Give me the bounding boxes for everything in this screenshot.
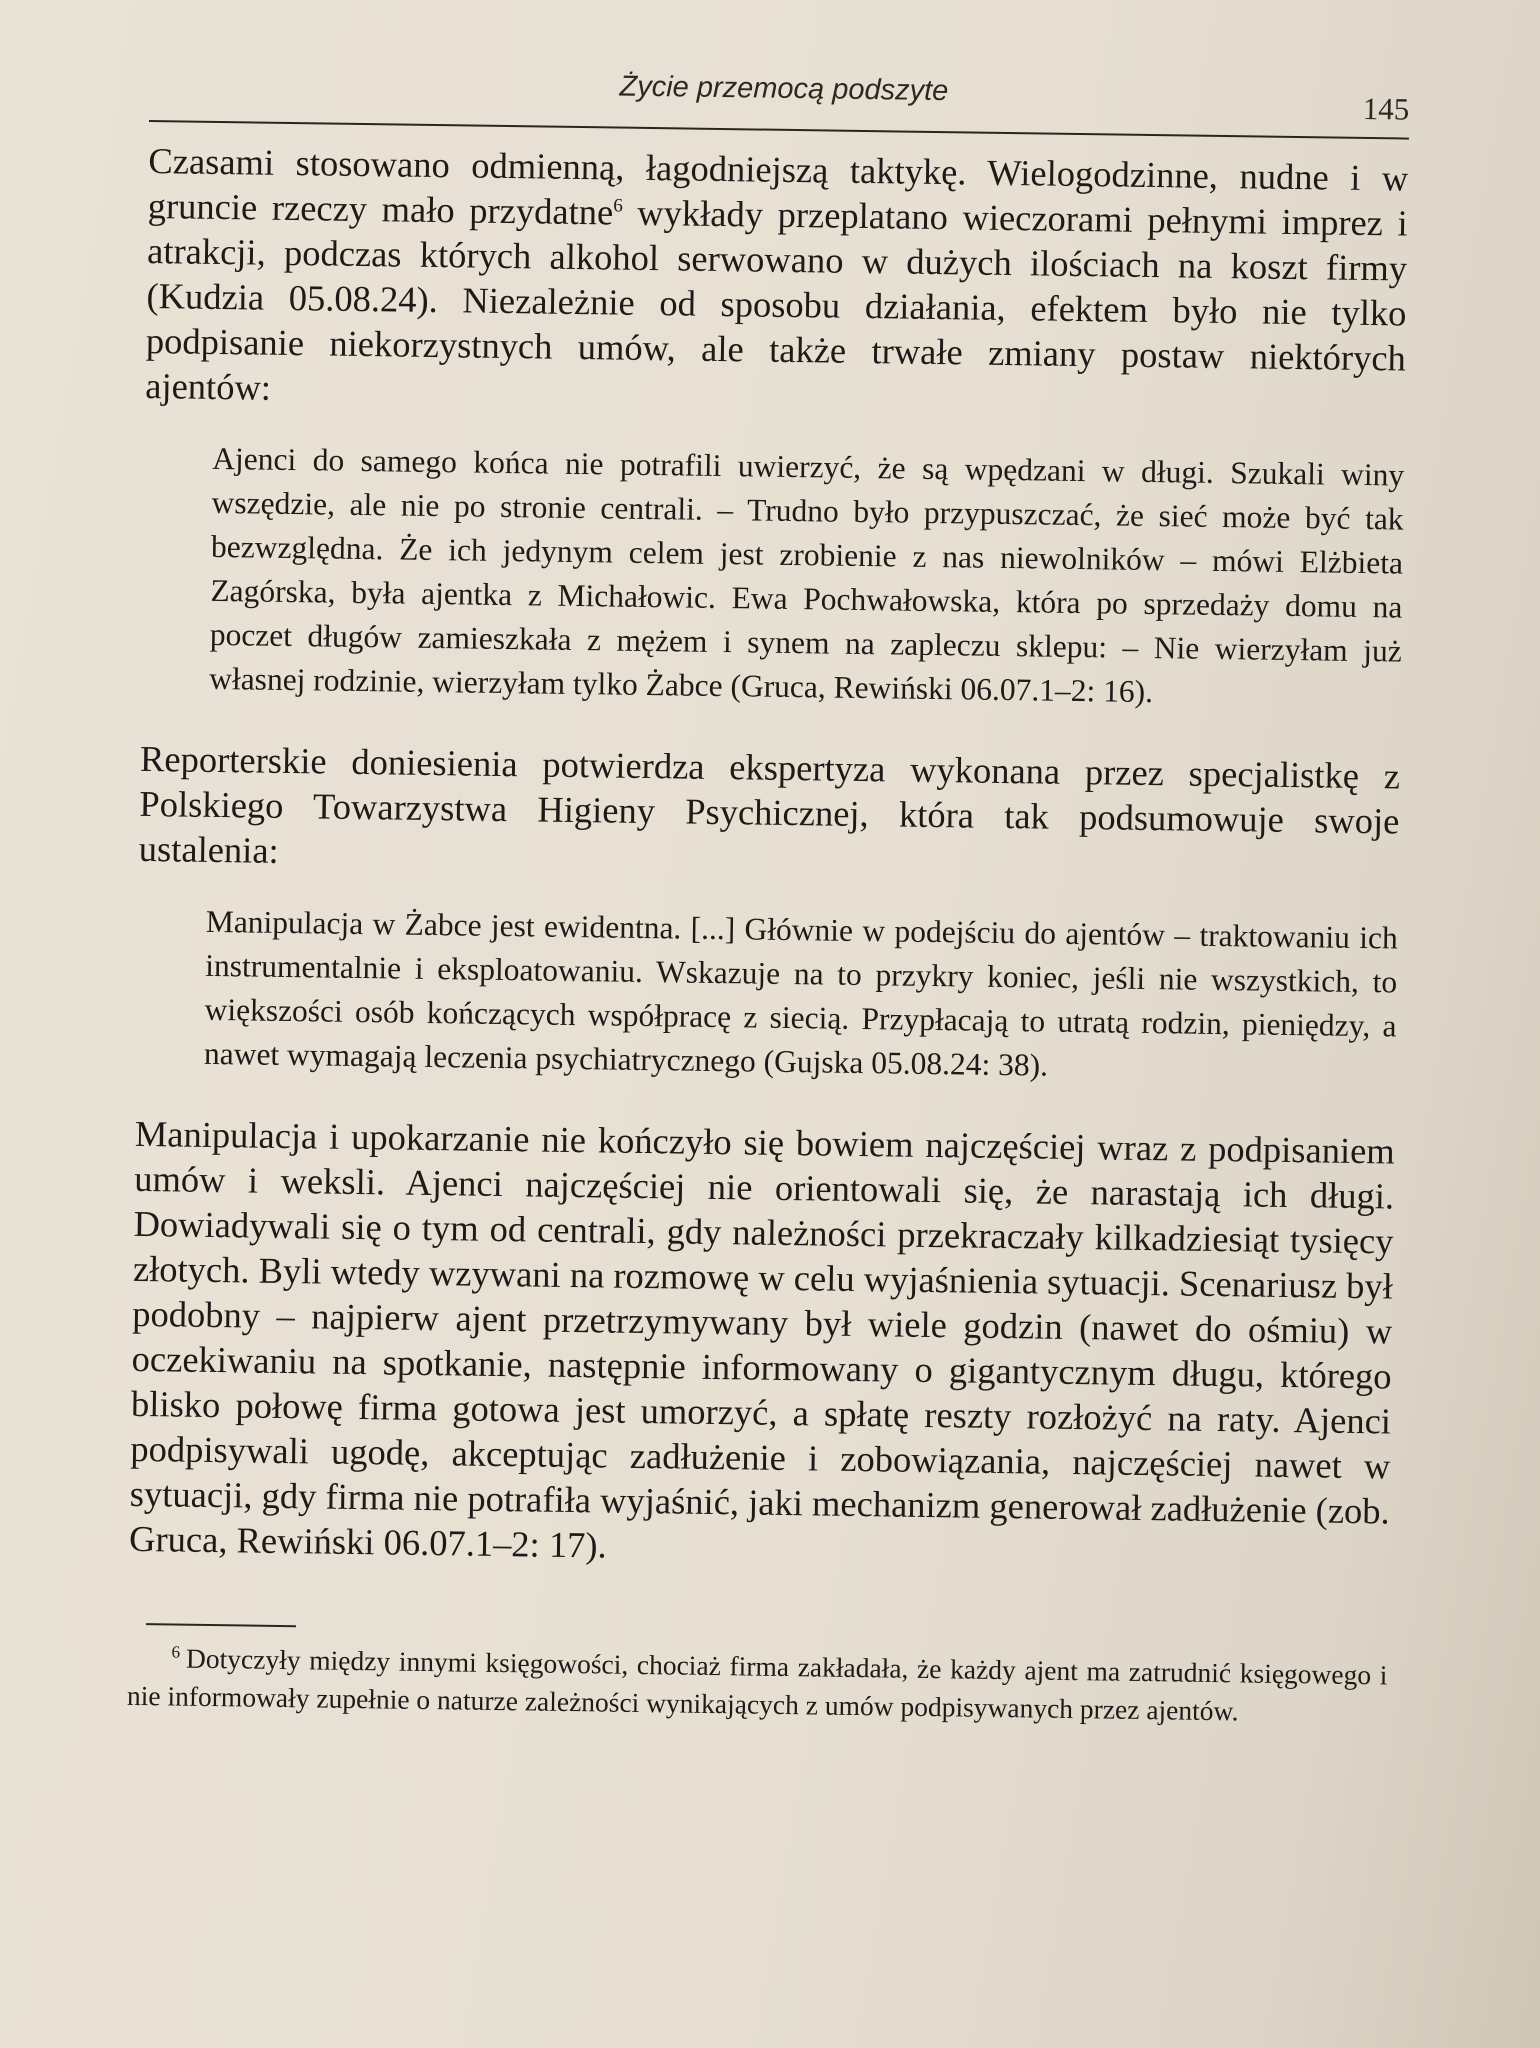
footnote-reference: 6 <box>613 195 623 217</box>
footnote-text: Dotyczyły między innymi księgowości, chociaż firma zakładała, że każdy ajent ma zatrudnić księgowego i nie informowały zupełnie o naturze zależności wynikających z umów podpisywanych przez ajentów. <box>126 1642 1388 1727</box>
running-header <box>149 50 1410 140</box>
footnote-divider <box>146 1623 296 1627</box>
running-title: Życie przemocą podszyte <box>619 70 949 108</box>
block-quote-1: Ajenci do samego końca nie potrafili uwierzyć, że są wpędzani w długi. Szukali winy wszędzie, ale nie po stronie centrali. – Trudno było przypuszczać, że sieć może być tak bezwzględna. Że ich jedynym celem jest zrobienie z nas niewolników – mówi Elżbieta Zagórska, była ajentka z Michałowic. Ewa Pochwałowska, która po sprzedaży domu na poczet długów zamieszkała z mężem i synem na zapleczu sklepu: – Nie wierzyłam już własnej rodzinie, wierzyłam tylko Żabce (Gruca, Rewiński 06.07.1–2: 16). <box>208 440 1405 710</box>
page-content <box>127 50 1410 1732</box>
page-number: 145 <box>1362 90 1410 127</box>
paragraph-1-text-a: Czasami stosowano odmienną, łagodniejszą taktykę. Wielogodzinne, nudne i w gruncie rzeczy mało przydatne <box>147 139 1409 233</box>
block-quote-2: Manipulacja w Żabce jest ewidentna. [...] Głównie w podejściu do ajentów – traktowaniu ich instrumentalnie i eksploatowaniu. Wskazuje na to przykry koniec, jeśli nie wszystkich, to większości osób kończących współpracę z siecią. Przypłacają to utratą rodzin, pieniędzy, a nawet wymagają leczenia psychiatrycznego (Gujska 05.08.24: 38). <box>203 903 1398 1083</box>
paragraph-2: Reporterskie doniesienia potwierdza ekspertyza wykonana przez specjalistkę z Polskiego Towarzystwa Higieny Psychicznej, która tak podsumowuje swoje ustalenia: <box>138 737 1401 871</box>
footnote-marker: 6 <box>171 1642 181 1662</box>
paragraph-3: Manipulacja i upokarzanie nie kończyło się bowiem najczęściej wraz z podpisaniem umów i weksli. Ajenci najczęściej nie orientowali się, że narastają ich długi. Dowiadywali się o tym od centrali, gdy należności przekraczały kilkadziesiąt tysięcy złotych. Byli wtedy wzywani na rozmowę w celu wyjaśnienia sytuacji. Scenariusz był podobny – najpierw ajent przetrzymywany był wiele godzin (nawet do ośmiu) w oczekiwaniu na spotkanie, następnie informowany o gigantycznym długu, którego blisko połowę firma gotowa jest umorzyć, a spłatę reszty rozłożyć na raty. Ajenci podpisywali ugodę, akceptując zadłużenie i zobowiązania, najczęściej nawet w sytuacji, gdy firma nie potrafiła wyjaśnić, jaki mechanizm generował zadłużenie (zob. Gruca, Rewiński 06.07.1–2: 17). <box>128 1112 1396 1566</box>
paragraph-1-text-b: wykłady przeplatano wieczorami pełnymi imprez i atrakcji, podczas których alkohol serwowano w dużych ilościach na koszt firmy (Kudzia 05.08.24). Niezależnie od sposobu działania, efektem było nie tylko podpisanie niekorzystnych umów, ale także trwałe zmiany postaw niektórych ajentów: <box>145 191 1408 408</box>
footnote <box>127 1639 1388 1733</box>
paragraph-1 <box>145 138 1409 426</box>
